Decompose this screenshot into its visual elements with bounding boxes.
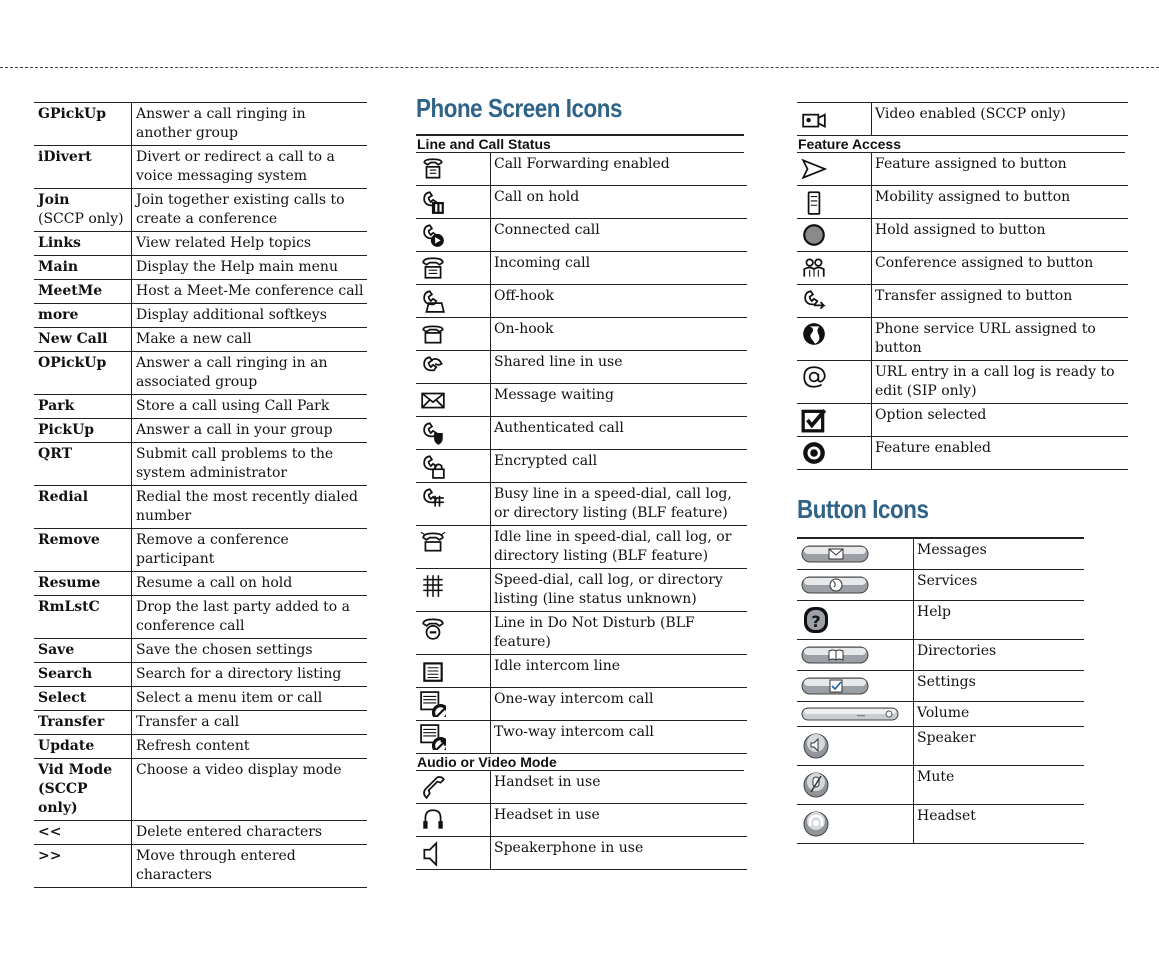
icon-row [797, 103, 1128, 136]
softkey-description: Refresh content [132, 735, 368, 759]
icon-description: Speakerphone in use [491, 837, 748, 870]
feature-arrow-icon [797, 153, 872, 186]
softkey-description: Answer a call ringing in an associated group [132, 352, 368, 395]
softkey-label: Main [38, 259, 79, 275]
icon-row [416, 526, 747, 569]
softkey-row [34, 419, 367, 443]
icon-row [797, 805, 1084, 844]
softkey-row [34, 572, 367, 596]
line-call-status-heading: Line and Call Status [416, 134, 744, 153]
globe-icon [797, 318, 872, 361]
softkey-label: Save [38, 642, 75, 658]
icon-description: Headset in use [491, 804, 748, 837]
softkey-name [34, 821, 132, 845]
radio-selected-icon [797, 437, 872, 470]
icon-description: URL entry in a call log is ready to edit (SIP only) [872, 361, 1129, 404]
icon-row [797, 570, 1084, 601]
softkey-name [34, 845, 132, 888]
icon-description: Hold assigned to button [872, 219, 1129, 252]
softkey-description: Display the Help main menu [132, 256, 368, 280]
softkey-label: OPickUp [38, 355, 107, 371]
softkey-label: Join [38, 192, 70, 208]
icon-row [797, 437, 1128, 470]
encrypted-call-icon [416, 450, 491, 483]
audio-video-table [416, 771, 747, 870]
icon-description: Idle line in speed-dial, call log, or directory listing (BLF feature) [491, 526, 748, 569]
icon-description: On-hook [491, 318, 748, 351]
icon-row [797, 219, 1128, 252]
icon-row [416, 153, 747, 186]
softkey-row [34, 663, 367, 687]
icon-description: Volume [914, 702, 1085, 727]
softkey-label: Park [38, 398, 75, 414]
idle-line-icon [416, 526, 491, 569]
icon-description: Conference assigned to button [872, 252, 1129, 285]
softkey-table [34, 102, 367, 888]
feature-column [797, 102, 1128, 844]
icon-row [416, 384, 747, 417]
softkey-row [34, 304, 367, 328]
softkey-description: Select a menu item or call [132, 687, 368, 711]
icon-description: Messages [914, 538, 1085, 570]
softkey-row [34, 529, 367, 572]
icon-row [797, 640, 1084, 671]
volume-button-icon [797, 702, 914, 727]
softkey-label: Transfer [38, 714, 105, 730]
button-icons-table [797, 537, 1084, 844]
softkey-name [34, 256, 132, 280]
softkey-name [34, 596, 132, 639]
one-way-intercom-icon [416, 688, 491, 721]
off-hook-icon [416, 285, 491, 318]
icon-description: Idle intercom line [491, 655, 748, 688]
video-camera-icon [797, 103, 872, 136]
icon-description: Video enabled (SCCP only) [872, 103, 1129, 136]
softkey-name [34, 328, 132, 352]
softkey-name [34, 189, 132, 232]
softkey-row [34, 103, 367, 146]
busy-line-icon [416, 483, 491, 526]
icon-description: Connected call [491, 219, 748, 252]
softkey-row [34, 735, 367, 759]
icon-description: Services [914, 570, 1085, 601]
icon-row [797, 285, 1128, 318]
softkey-description: Make a new call [132, 328, 368, 352]
softkey-name [34, 486, 132, 529]
softkey-label: Update [38, 738, 95, 754]
softkey-label: >> [38, 848, 62, 864]
authenticated-call-icon [416, 417, 491, 450]
icon-description: Off-hook [491, 285, 748, 318]
icon-description: Feature enabled [872, 437, 1129, 470]
icon-row [416, 721, 747, 754]
softkey-name [34, 232, 132, 256]
softkey-label: Links [38, 235, 81, 251]
softkey-name [34, 759, 132, 821]
svg-text:—: — [856, 711, 866, 721]
icon-description: Busy line in a speed-dial, call log, or directory listing (BLF feature) [491, 483, 748, 526]
softkey-row [34, 639, 367, 663]
icon-row [416, 688, 747, 721]
feature-access-heading: Feature Access [797, 136, 1125, 153]
help-button-icon [797, 601, 914, 640]
call-hold-icon [416, 186, 491, 219]
softkey-label: Resume [38, 575, 101, 591]
icon-description: Mute [914, 766, 1085, 805]
icon-row [416, 219, 747, 252]
mobility-icon [797, 186, 872, 219]
softkey-name [34, 572, 132, 596]
softkey-name [34, 711, 132, 735]
softkey-row [34, 596, 367, 639]
softkey-description: Submit call problems to the system administrator [132, 443, 368, 486]
icon-row [416, 569, 747, 612]
icon-description: Shared line in use [491, 351, 748, 384]
icon-row [416, 483, 747, 526]
icon-row [797, 702, 1084, 727]
softkey-row [34, 280, 367, 304]
softkey-label: New Call [38, 331, 108, 347]
softkey-label: RmLstC [38, 599, 100, 615]
icon-row [416, 837, 747, 870]
speaker-button-icon [797, 727, 914, 766]
softkey-description: Resume a call on hold [132, 572, 368, 596]
two-way-intercom-icon [416, 721, 491, 754]
video-row-table [797, 102, 1128, 136]
message-waiting-icon [416, 384, 491, 417]
softkey-label: QRT [38, 446, 73, 462]
icon-description: Authenticated call [491, 417, 748, 450]
icon-row [416, 804, 747, 837]
shared-line-icon [416, 351, 491, 384]
line-call-status-table [416, 153, 747, 754]
icon-description: One-way intercom call [491, 688, 748, 721]
button-icons-title: Button Icons [797, 494, 929, 524]
softkey-description: Redial the most recently dialed number [132, 486, 368, 529]
cut-line [0, 67, 1159, 68]
softkey-name [34, 146, 132, 189]
softkey-row [34, 821, 367, 845]
softkey-description: Display additional softkeys [132, 304, 368, 328]
icon-description: Phone service URL assigned to button [872, 318, 1129, 361]
softkey-name [34, 663, 132, 687]
softkey-description: Choose a video display mode [132, 759, 368, 821]
icon-row [797, 766, 1084, 805]
icon-description: Transfer assigned to button [872, 285, 1129, 318]
icon-description: Help [914, 601, 1085, 640]
softkey-name [34, 529, 132, 572]
softkey-row [34, 486, 367, 529]
icon-description: Mobility assigned to button [872, 186, 1129, 219]
softkey-label: Select [38, 690, 87, 706]
icon-row [416, 417, 747, 450]
icon-row [797, 153, 1128, 186]
icon-description: Directories [914, 640, 1085, 671]
softkey-description: View related Help topics [132, 232, 368, 256]
transfer-icon [797, 285, 872, 318]
icon-row [797, 252, 1128, 285]
softkey-name [34, 352, 132, 395]
icon-row [416, 318, 747, 351]
softkey-label: more [38, 307, 79, 323]
softkey-name [34, 639, 132, 663]
softkey-label: Redial [38, 489, 89, 505]
softkey-description: Join together existing calls to create a conference [132, 189, 368, 232]
softkey-name [34, 304, 132, 328]
softkey-row [34, 759, 367, 821]
softkey-row [34, 232, 367, 256]
softkey-label: Remove [38, 532, 100, 548]
softkey-row [34, 711, 367, 735]
icon-row [416, 655, 747, 688]
softkey-label: Search [38, 666, 93, 682]
softkey-name [34, 443, 132, 486]
icon-row [797, 186, 1128, 219]
softkey-label: MeetMe [38, 283, 103, 299]
softkey-name [34, 103, 132, 146]
softkey-name [34, 687, 132, 711]
icon-row [797, 361, 1128, 404]
softkey-description: Move through entered characters [132, 845, 368, 888]
softkey-row [34, 845, 367, 888]
hold-button-icon [797, 219, 872, 252]
icon-row [416, 186, 747, 219]
icon-description: Call Forwarding enabled [491, 153, 748, 186]
incoming-call-icon [416, 252, 491, 285]
softkey-description: Transfer a call [132, 711, 368, 735]
icon-description: Incoming call [491, 252, 748, 285]
icon-description: Speed-dial, call log, or directory listing (line status unknown) [491, 569, 748, 612]
softkey-row [34, 146, 367, 189]
mute-button-icon [797, 766, 914, 805]
icon-description: Feature assigned to button [872, 153, 1129, 186]
connected-call-icon [416, 219, 491, 252]
softkey-description: Save the chosen settings [132, 639, 368, 663]
phone-screen-title: Phone Screen Icons [416, 93, 622, 123]
softkey-description: Store a call using Call Park [132, 395, 368, 419]
icon-description: Encrypted call [491, 450, 748, 483]
softkey-row [34, 328, 367, 352]
softkey-label: iDivert [38, 149, 92, 165]
icon-description: Option selected [872, 404, 1129, 437]
softkey-label: PickUp [38, 422, 95, 438]
softkey-column [34, 102, 367, 888]
handset-icon [416, 771, 491, 804]
call-forward-icon [416, 153, 491, 186]
icon-row [416, 612, 747, 655]
icon-description: Message waiting [491, 384, 748, 417]
softkey-name [34, 735, 132, 759]
speakerphone-icon [416, 837, 491, 870]
softkey-row [34, 256, 367, 280]
speed-dial-grid-icon [416, 569, 491, 612]
icon-row [797, 318, 1128, 361]
softkey-description: Divert or redirect a call to a voice messaging system [132, 146, 368, 189]
softkey-description: Delete entered characters [132, 821, 368, 845]
icon-description: Settings [914, 671, 1085, 702]
checkbox-icon [797, 404, 872, 437]
icon-row [797, 671, 1084, 702]
softkey-note: (SCCP only) [38, 211, 124, 227]
messages-button-icon [797, 538, 914, 570]
softkey-row [34, 395, 367, 419]
icon-description: Handset in use [491, 771, 748, 804]
softkey-row [34, 687, 367, 711]
audio-video-heading: Audio or Video Mode [416, 754, 744, 771]
softkey-row [34, 443, 367, 486]
headset-button-icon [797, 805, 914, 844]
icon-row [797, 404, 1128, 437]
softkey-label: Vid Mode (SCCP only) [38, 762, 113, 816]
icon-description: Speaker [914, 727, 1085, 766]
at-sign-icon [797, 361, 872, 404]
icon-row [416, 252, 747, 285]
softkey-description: Host a Meet-Me conference call [132, 280, 368, 304]
softkey-name [34, 395, 132, 419]
icon-description: Two-way intercom call [491, 721, 748, 754]
phone-screen-column [416, 93, 747, 870]
icon-description: Call on hold [491, 186, 748, 219]
softkey-description: Remove a conference participant [132, 529, 368, 572]
icon-row [416, 351, 747, 384]
softkey-label: GPickUp [38, 106, 107, 122]
settings-button-icon [797, 671, 914, 702]
softkey-row [34, 352, 367, 395]
softkey-name [34, 280, 132, 304]
softkey-description: Search for a directory listing [132, 663, 368, 687]
softkey-description: Answer a call ringing in another group [132, 103, 368, 146]
headset-icon [416, 804, 491, 837]
conference-icon [797, 252, 872, 285]
icon-row [416, 285, 747, 318]
softkey-description: Answer a call in your group [132, 419, 368, 443]
icon-row [797, 538, 1084, 570]
icon-row [416, 450, 747, 483]
feature-access-table [797, 153, 1128, 470]
icon-description: Headset [914, 805, 1085, 844]
icon-row [797, 727, 1084, 766]
icon-row [416, 771, 747, 804]
softkey-row [34, 189, 367, 232]
svg-text:?: ? [811, 612, 821, 631]
softkey-description: Drop the last party added to a conference call [132, 596, 368, 639]
idle-intercom-icon [416, 655, 491, 688]
services-button-icon [797, 570, 914, 601]
directories-button-icon [797, 640, 914, 671]
do-not-disturb-icon [416, 612, 491, 655]
on-hook-icon [416, 318, 491, 351]
softkey-label: << [38, 824, 62, 840]
icon-description: Line in Do Not Disturb (BLF feature) [491, 612, 748, 655]
icon-row [797, 601, 1084, 640]
softkey-name [34, 419, 132, 443]
